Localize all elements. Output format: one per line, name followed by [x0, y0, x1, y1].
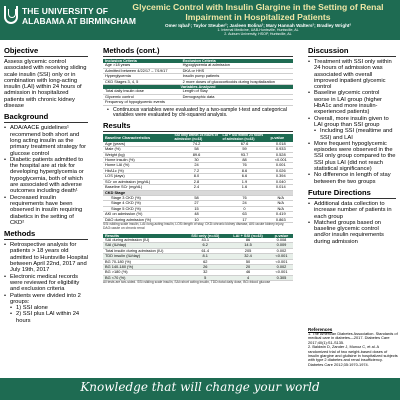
table-cell: BG >180 (%) — [103, 270, 184, 275]
table-cell: 6.2 — [184, 243, 226, 248]
baseline-header: Baseline Characteristics — [103, 134, 173, 142]
table-cell: 61.4 — [184, 248, 226, 253]
baseline-note: SSI=sliding scale insulin, LAI=long-acting insulin, LOS=length of stay, CKD=chronic kidney disease, AKI=acute kidney injury, DAO=acute on chronic renal — [103, 221, 285, 230]
methods-section — [4, 229, 88, 324]
table-cell: 5 — [184, 275, 226, 280]
table-cell: Total daily insulin dose — [103, 89, 181, 94]
baseline-header: SSI only within 24 hours of admission (n=43) — [173, 134, 221, 142]
table-cell: Total insulin during admission (IU) — [103, 248, 184, 253]
table-cell: 0.002 — [270, 264, 293, 269]
table-cell: BG <70 (%) — [103, 275, 184, 280]
table-cell: <0.001 — [270, 259, 293, 264]
table-cell: Stage 4 CKD (%) — [103, 201, 173, 206]
table-cell: 205 — [226, 248, 270, 253]
objective-section — [4, 46, 88, 109]
methods-subitem: • 2) SSI plus LAI within 24 hours — [4, 311, 88, 324]
methods-heading: Methods — [4, 229, 88, 240]
criteria-header: Inclusion Criteria — [103, 59, 181, 63]
background-item: • Diabetic patients admitted to the hospital are at risk for developing hyperglycemia or hypoglycemia, both of which are associated with adverse outcomes including death¹ — [4, 157, 88, 195]
table-cell: Hypoglycemia at admission — [181, 63, 293, 68]
table-cell: DAO during admission (%) — [103, 217, 173, 222]
table-cell: HbA1c (%) — [103, 168, 173, 173]
table-cell: N/A — [269, 195, 293, 200]
variables-header: Variables Analyzed — [103, 85, 293, 90]
table-cell: 0.018 — [269, 142, 293, 147]
table-cell: 14.5 — [226, 243, 270, 248]
table-cell: 15 — [173, 206, 221, 211]
table-cell: 10 — [173, 217, 221, 222]
table-cell — [181, 100, 293, 105]
table-cell: 76 — [221, 195, 269, 200]
table-cell: 0.933 — [269, 147, 293, 152]
table-cell: 58 — [173, 147, 221, 152]
table-cell: BG 140-180 (%) — [103, 264, 184, 269]
table-cell: CKD Stages 3, 4, 5 — [103, 79, 181, 84]
table-cell: AKI on admission (%) — [103, 212, 173, 217]
table-cell: Weight (kg) — [103, 152, 173, 157]
table-cell: Glycemic control — [103, 94, 181, 99]
table-cell: 0.002 — [270, 248, 293, 253]
table-cell: 0 — [221, 206, 269, 211]
table-cell: LOS (days) — [103, 174, 173, 179]
table-cell: 0.009 — [270, 243, 293, 248]
methods-item: • Electronic medical records were reviewed for eligibility and exclusion criteria — [4, 274, 88, 293]
table-cell: Home LAI (%) — [103, 163, 173, 168]
table-cell: 27 — [173, 201, 221, 206]
table-cell: 88 — [221, 158, 269, 163]
poster-affiliations — [118, 28, 398, 36]
table-cell: BG 70-180 (%) — [103, 259, 184, 264]
logo-line-1: THE UNIVERSITY OF — [22, 6, 109, 16]
table-cell: 24 — [221, 201, 269, 206]
table-cell: 0.040 — [269, 179, 293, 184]
table-cell: <0.001 — [270, 254, 293, 259]
objective-heading: Objective — [4, 46, 88, 57]
table-cell: 63 — [221, 212, 269, 217]
table-cell: 1.9 — [221, 179, 269, 184]
discussion-item: • Baseline glycemic control worse in LAI group (higher HbA1c and more insulin-experienced patients) — [308, 90, 396, 115]
table-cell: 30 — [173, 158, 221, 163]
methods-cont-heading: Methods (cont.) — [103, 46, 293, 57]
reference-item: 1. The American Diabetes Association. Standards of medical care in diabetes—2017. Diabetes Care 2017;40(1):S1-S135. — [308, 331, 398, 345]
table-cell: Stage 3 CKD (%) — [103, 195, 173, 200]
discussion-item: • Overall, more insulin given to LAI group than SSI group — [308, 116, 396, 129]
table-cell: 0.394 — [269, 174, 293, 179]
background-item: • Decreased insulin requirements have been observed in insulin requiring diabetics in the setting of CKD² — [4, 195, 88, 226]
outcomes-header: LAI + SSI (n=43) — [226, 234, 270, 238]
objective-text: Assess glycemic control associated with receiving sliding scale insulin (SSI) only or in combination with long-acting insulin (LAI) within 24 hours of admission in hospitalized patients with chronic kidney disease — [4, 59, 87, 110]
table-cell: 8.1 — [184, 254, 226, 259]
center-column — [103, 46, 293, 285]
outcomes-header: SSI only (n=43) — [184, 234, 226, 238]
table-cell: 4 — [226, 275, 270, 280]
table-cell: N/A — [269, 201, 293, 206]
table-cell: Male (%) — [103, 147, 173, 152]
table-cell: Age (years) — [103, 142, 173, 147]
right-column — [308, 46, 396, 248]
discussion-heading: Discussion — [308, 46, 396, 57]
background-heading: Background — [4, 112, 88, 123]
table-cell: TDD insulin (IU/day) — [103, 254, 184, 259]
table-cell: Demographic data — [181, 94, 293, 99]
future-item: • Additional data collection to increase number of patients in each group — [308, 201, 396, 220]
table-cell: 20 — [226, 264, 270, 269]
table-cell: Baseline SCr (mg/dL) — [103, 185, 173, 190]
outcomes-table — [103, 234, 293, 282]
table-cell: Stage 5 CKD (%) — [103, 206, 173, 211]
table-cell: SAI (IU/day) — [103, 243, 184, 248]
references-section — [308, 327, 398, 367]
affiliation-2: 2. Auburn University, HSOP, Huntsville, AL — [224, 32, 292, 37]
methods-subitem: • 1) SSI alone — [4, 305, 88, 311]
table-cell: 0.026 — [269, 168, 293, 173]
table-cell: DKA or HHS — [181, 68, 293, 73]
table-cell: 32 — [184, 270, 226, 275]
table-cell: 43.1 — [184, 238, 226, 243]
table-cell: 0.008 — [270, 238, 293, 243]
table-cell: Home insulin (%) — [103, 158, 173, 163]
table-cell: 32.4 — [226, 254, 270, 259]
criteria-header: Exclusion Criteria — [181, 59, 293, 63]
table-cell: 86 — [226, 238, 270, 243]
table-cell: 67.6 — [221, 142, 269, 147]
future-section — [308, 188, 396, 245]
table-cell: Insulin pump patients — [181, 74, 293, 79]
outcomes-header: Results — [103, 234, 184, 238]
references-heading: References — [308, 327, 333, 332]
uab-logo — [4, 6, 136, 36]
poster-authors: Omer Iqbal¹; Taylor Steuber²; Jasleen Bolina²; Mary Hannah Walters²; Bradley Wright² — [165, 23, 351, 28]
table-cell: 1.6 — [221, 185, 269, 190]
table-cell: 2 more doses of glucocorticoids during hospitalization — [181, 79, 293, 84]
poster-title: Glycemic Control with Insulin Glargine in the Setting of Renal Impairment in Hospitalized Patients — [132, 2, 384, 22]
discussion-item: • More frequent hypoglycemic episodes were observed in the SSI only group compared to the SSI plus LAI (did not reach statistical significance) — [308, 141, 396, 172]
poster-footer — [0, 378, 400, 400]
table-cell: Length of Stay — [181, 89, 293, 94]
table-cell: 46 — [226, 270, 270, 275]
background-section — [4, 112, 88, 226]
results-heading: Results — [103, 121, 293, 132]
table-cell: 59 — [221, 147, 269, 152]
baseline-table — [103, 134, 293, 223]
logo-line-2: ALABAMA AT BIRMINGHAM — [22, 16, 136, 26]
methods-item: • Patients were divided into 2 groups: — [4, 293, 88, 306]
table-cell: 2.4 — [173, 185, 221, 190]
left-column — [4, 46, 88, 327]
table-cell: SAI during admission (IU) — [103, 238, 184, 243]
table-cell: 76 — [221, 163, 269, 168]
future-item: • Matched groups based on baseline glycemic control and/or insulin requirements during admission — [308, 220, 396, 245]
table-cell: 62 — [184, 259, 226, 264]
background-item: • ADA/AACE guidelines¹ recommend both short and long acting insulin as the primary treatment strategy for glucose control — [4, 125, 88, 156]
outcomes-header: p-value — [270, 234, 293, 238]
future-heading: Future Directions — [308, 188, 396, 199]
table-cell: <0.001 — [270, 270, 293, 275]
reference-item: 2. Baldwin D, Zander J, Munoz C, et al. A randomized trial of two weight-based doses of insulin glargine and glulisine in hospitalized subjects with type 2 diabetes and renal insufficiency. Diabetes Care 2012;35:1970-1974. — [308, 344, 398, 367]
table-cell: 8.0 — [173, 174, 221, 179]
table-cell: 58 — [173, 195, 221, 200]
methods-item: • Retrospective analysis for patients > 18 years old admitted to Huntsville Hospital between April 22nd, 2017 and July 19th, 2017 — [4, 242, 88, 273]
table-cell: CKD Stage — [103, 190, 173, 195]
table-cell: 0.014 — [269, 185, 293, 190]
table-cell: 0.001 — [269, 163, 293, 168]
affiliation-1: 1. Internal Medicine, UAB-Huntsville, Huntsville, AL — [217, 28, 299, 32]
table-cell: 0.419 — [269, 212, 293, 217]
discussion-item: • Treatment with SSI only within 24 hours of admission was associated with overall improved inpatient glycemic control — [308, 59, 396, 90]
table-cell: 24 — [173, 163, 221, 168]
table-cell: 7.2 — [173, 168, 221, 173]
discussion-section — [308, 46, 396, 185]
table-cell: 17 — [221, 217, 269, 222]
discussion-subitem: • Including SSI (mealtime and SSI) and LAI — [308, 128, 396, 141]
outcomes-note: All tests are two-sided. SSI=sliding scale insulin, SAI=short acting insulin, TDD=total daily dose, BG=blood glucose — [103, 280, 271, 285]
criteria-table — [103, 59, 293, 106]
methods-cont-item: • Continuous variables were evaluated by a two-sample t-test and categorical variables were evaluated by chi-squared analysis. — [107, 108, 293, 120]
table-cell: 0.528 — [269, 152, 293, 157]
table-cell: 6.6 — [221, 174, 269, 179]
table-cell: 26 — [184, 264, 226, 269]
uab-u-icon — [4, 6, 18, 24]
table-row — [103, 100, 293, 105]
table-cell: SCr on admission (mg/dL) — [103, 179, 173, 184]
table-cell: Age >18 years — [103, 63, 181, 68]
table-cell: <0.001 — [269, 158, 293, 163]
table-cell: Admitted between 4/22/17 – 7/19/17 — [103, 68, 181, 73]
table-cell: 89.6 — [173, 152, 221, 157]
table-cell: 0.305 — [270, 275, 293, 280]
table-cell: 0.863 — [269, 217, 293, 222]
table-cell: 8.6 — [221, 168, 269, 173]
baseline-header: LAI + SSI within 24 hours of admission (n=43) — [221, 134, 269, 142]
table-cell: Hyperglycemia — [103, 74, 181, 79]
baseline-header: p-value — [269, 134, 293, 142]
discussion-item: • No difference in length of stay between the two groups — [308, 172, 396, 185]
table-cell: 50 — [226, 259, 270, 264]
table-cell: 74.2 — [173, 142, 221, 147]
table-cell: 2.8 — [173, 179, 221, 184]
poster-header — [0, 0, 400, 40]
table-cell: 93.7 — [221, 152, 269, 157]
footer-tagline: Knowledge that will change your world — [80, 380, 320, 394]
table-cell: Frequency of hypoglycemic events — [103, 100, 181, 105]
table-cell: 48 — [173, 212, 221, 217]
table-cell: N/A — [269, 206, 293, 211]
